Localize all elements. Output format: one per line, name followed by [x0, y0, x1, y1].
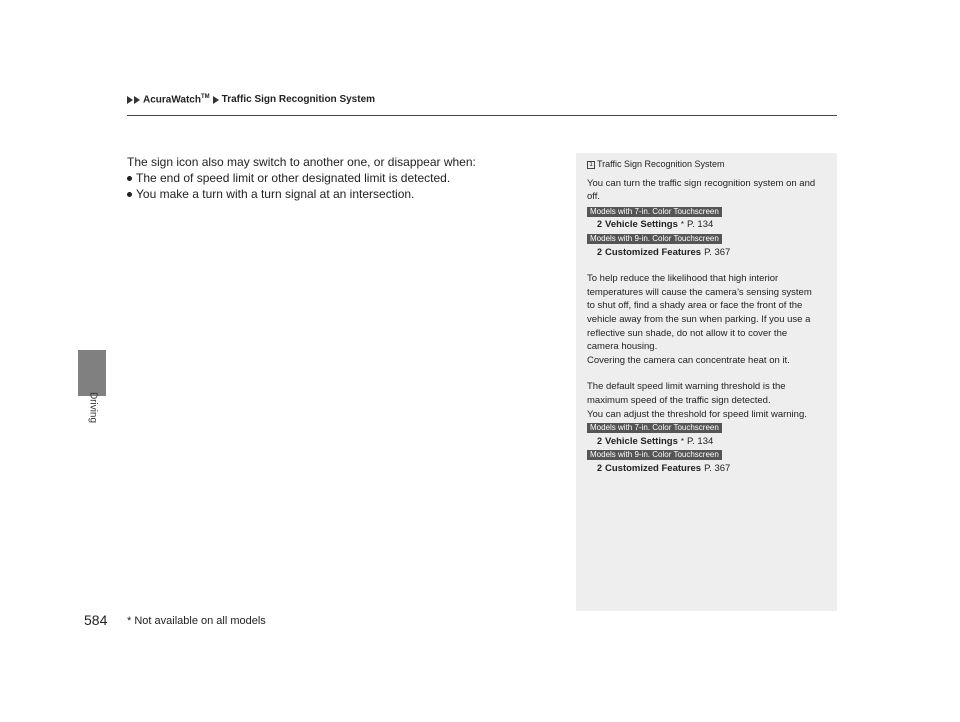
reference-arrow-icon: 2	[597, 462, 603, 473]
cross-reference-vehicle-settings[interactable]: 2 Vehicle Settings * P. 134	[597, 435, 714, 447]
sidebar-para-heat: To help reduce the likelihood that high interior temperatures will cause the camera’s sensing system to shut off, find a shady area or face the front of the vehicle away from the sun when parking. If you use a reflective sun shade, do not allow it to cover the camera housing. Covering the camera can concentrate heat on it.	[587, 273, 812, 366]
breadcrumb-section[interactable]: AcuraWatch™	[143, 94, 210, 106]
page-number: 584	[84, 612, 108, 628]
cross-reference-customized-features[interactable]: 2 Customized Features P. 367	[597, 246, 731, 258]
footnote: * Not available on all models	[127, 615, 266, 627]
model-tag-7in: Models with 7-in. Color Touchscreen	[587, 207, 722, 217]
model-tag-9in: Models with 9-in. Color Touchscreen	[587, 234, 722, 244]
chapter-tab-label: Driving	[87, 391, 99, 424]
breadcrumb	[127, 94, 375, 105]
reference-arrow-icon: 2	[597, 246, 603, 257]
reference-arrow-icon: 2	[597, 435, 603, 446]
cross-reference-customized-features[interactable]: 2 Customized Features P. 367	[597, 462, 731, 474]
reference-arrow-icon: 2	[597, 219, 603, 230]
model-tag-7in: Models with 7-in. Color Touchscreen	[587, 423, 722, 433]
bullet-list	[127, 170, 547, 202]
breadcrumb-page: Traffic Sign Recognition System	[221, 94, 376, 106]
sidebar-title: 1 Traffic Sign Recognition System	[587, 158, 826, 172]
intro-text: The sign icon also may switch to another one, or disappear when:	[127, 155, 476, 169]
header-rule	[127, 115, 837, 116]
cross-reference-vehicle-settings[interactable]: 2 Vehicle Settings * P. 134	[597, 219, 714, 231]
breadcrumb-arrow-icon	[213, 96, 219, 104]
model-tag-9in: Models with 9-in. Color Touchscreen	[587, 450, 722, 460]
sidebar-para-toggle: You can turn the traffic sign recognition system on and off.	[587, 177, 816, 203]
sidebar-para-threshold: The default speed limit warning threshold is the maximum speed of the traffic sign detected. You can adjust the threshold for speed limit warning.	[587, 381, 807, 420]
main-content	[127, 154, 547, 202]
breadcrumb-arrows-icon	[127, 96, 140, 104]
bullet-item: The end of speed limit or other designated limit is detected.	[127, 170, 547, 186]
sidebar-note	[576, 153, 837, 611]
note-number-icon: 1	[587, 161, 595, 169]
bullet-item: You make a turn with a turn signal at an intersection.	[127, 186, 547, 202]
trademark-mark: TM	[200, 94, 210, 100]
